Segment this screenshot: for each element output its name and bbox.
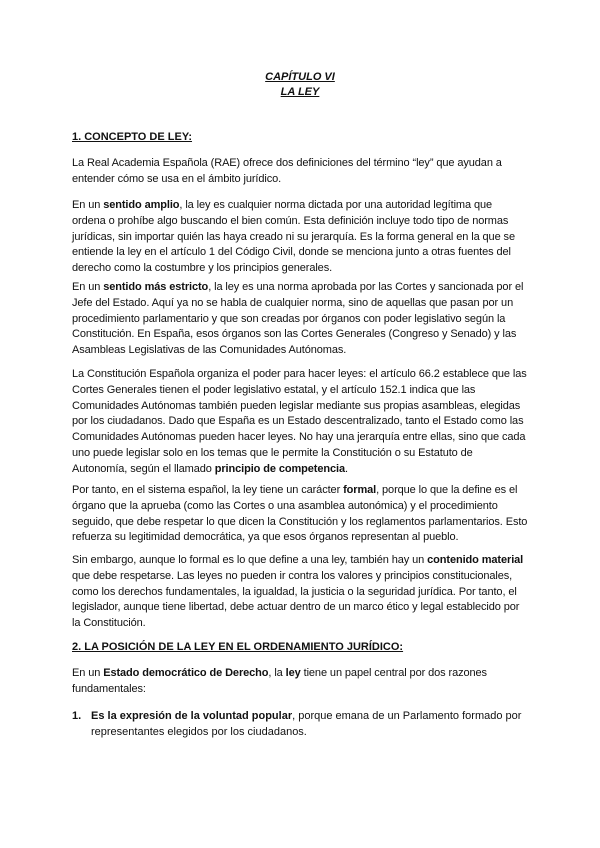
- list-item: [72, 709, 528, 741]
- bold-term-ley: ley: [285, 667, 301, 679]
- chapter-title: LA LEY: [280, 86, 320, 98]
- text-run: Por tanto, en el sistema español, la ley tiene un carácter: [72, 484, 344, 496]
- bold-term-contenido-material: contenido material: [427, 554, 524, 566]
- paragraph-text: La Real Academia Española (RAE) ofrece dos definiciones del término “ley” que ayudan a entender cómo se usa en el ámbito jurídico.: [72, 157, 502, 185]
- section-2-intro: [72, 666, 528, 698]
- bold-term-formal: formal: [343, 484, 377, 496]
- text-run: , la: [268, 667, 286, 679]
- text-run: que debe respetarse. Las leyes no pueden ir contra los valores y principios constitucionales, como los derechos fundamentales, la igualdad, la justicia o la seguridad jurídica. Por tanto, el legislador, aunque tiene libertad, debe actuar dentro de un marco ético y legal establecido por la Constitución.: [72, 569, 520, 630]
- section-1-paragraph-5: [72, 483, 528, 546]
- section-1-paragraph-6: [72, 553, 528, 632]
- list-item-number: 1.: [72, 710, 82, 722]
- text-run: , porque lo que la define es el órgano que la aprueba (como las Cortes o una asamblea autonómica) y el procedimiento seguido, que debe respetar lo que dicen la Constitución y los reglamentos parlamentarios. Esto refuerza su legitimidad democrática, ya que esos órganos representan al pueblo.: [72, 484, 528, 544]
- text-run: .: [345, 462, 348, 475]
- text-run: , la ley es una norma aprobada por las Cortes y sancionada por el Jefe del Estado. Aquí ya no se habla de cualquier norma, sino de aquellas que pasan por un procedimiento parlamentario y que son creadas por órganos con poder legislativo según la Constitución. En España, esos órganos son las Cortes Generales (Congreso y Senado) y las Asambleas Legislativas de las Comunidades Autónomas.: [72, 281, 524, 357]
- chapter-number: CAPÍTULO VI: [265, 71, 335, 83]
- bold-term-voluntad-popular: Es la expresión de la voluntad popular: [91, 710, 293, 722]
- section-1-heading: 1. CONCEPTO DE LEY:: [72, 131, 193, 143]
- section-1-paragraph-1: [72, 156, 528, 188]
- text-run: La Constitución Española organiza el poder para hacer leyes: el artículo 66.2 establece que las Cortes Generales tienen el poder legislativo estatal, y el artículo 152.1 indica que las Comunidades Autónomas también pueden legislar mediante sus propias asambleas, elegidas por los ciudadanos. Dado que España es un Estado descentralizado, tanto el Estado como las Comunidades Autónomas pueden hacer leyes. No hay una jerarquía entre ellas, sino que cada uno puede legislar solo en los temas que le permite la Constitución o su Estatuto de Autonomía, según el llamado: [72, 368, 527, 475]
- section-1-paragraph-3: [72, 280, 528, 359]
- bold-term-estado-democratico: Estado democrático de Derecho: [103, 667, 269, 679]
- section-1-paragraph-4: [72, 367, 528, 478]
- section-2-heading: 2. LA POSICIÓN DE LA LEY EN EL ORDENAMIENTO JURÍDICO:: [72, 641, 404, 653]
- bold-term-sentido-estricto: sentido más estricto: [103, 281, 209, 293]
- text-run: , la ley es cualquier norma dictada por una autoridad legítima que ordena o prohíbe algo buscando el bien común. Esta definición incluye todo tipo de normas jurídicas, sin importar quién las haya creado ni su jerarquía. Es la forma general en la que se entiende la ley en el artículo 1 del Código Civil, donde se menciona junto a otras fuentes del derecho como la costumbre y los principios generales.: [72, 199, 515, 275]
- text-run: tiene un papel central por dos razones fundamentales:: [72, 667, 487, 695]
- text-run: En un: [72, 199, 104, 211]
- bold-term-principio-competencia: principio de competencia: [214, 462, 345, 475]
- section-1-paragraph-2: [72, 198, 528, 277]
- text-run: En un: [72, 667, 104, 679]
- text-run: Sin embargo, aunque lo formal es lo que define a una ley, también hay un: [72, 554, 428, 566]
- text-run: En un: [72, 281, 104, 293]
- bold-term-sentido-amplio: sentido amplio: [103, 199, 180, 211]
- text-run: , porque emana de un Parlamento formado por representantes elegidos por los ciudadanos.: [91, 710, 522, 738]
